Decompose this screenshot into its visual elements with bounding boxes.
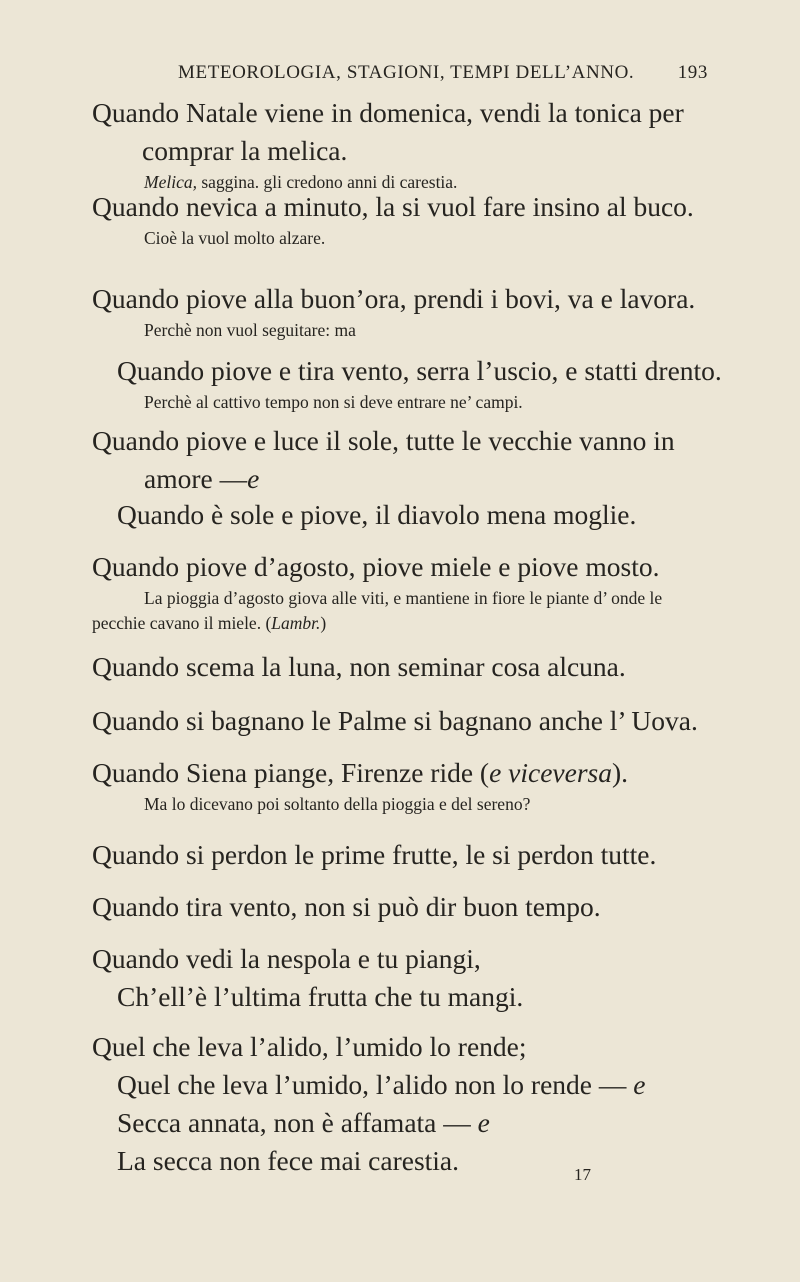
- proverb-13: [92, 940, 712, 1016]
- proverb-text: Quando nevica a minuto, la si vuol fare insino al buco.: [92, 191, 694, 222]
- proverb-text: [92, 754, 712, 792]
- proverb-text: Quando si perdon le prime frutte, le si perdon tutte.: [92, 839, 657, 870]
- proverb-3: [92, 280, 712, 343]
- proverb-text: Quando piove alla buon’ora, prendi i bovi, va e lavora.: [92, 283, 696, 314]
- proverb-text-italic: e viceversa: [489, 757, 612, 788]
- note-term: Melica,: [144, 172, 197, 192]
- proverb-note: Cioè la vuol molto alzare.: [144, 228, 326, 248]
- conjunction-e: e: [633, 1069, 646, 1100]
- proverb-text: Quando piove e tira vento, serra l’uscio, e statti drento.: [117, 355, 722, 386]
- proverb-text-line-4: La secca non fece mai carestia.: [117, 1145, 460, 1176]
- proverb-8: [92, 648, 712, 686]
- note-text: saggina. gli credono anni di carestia.: [196, 172, 458, 192]
- note-text: La pioggia d’agosto giova alle viti, e mantiene in fiore le piante d’ onde le pecchie cavano il miele. (: [92, 588, 663, 633]
- proverb-text-part: amore —: [144, 463, 248, 494]
- proverb-5: [92, 422, 712, 498]
- proverb-note: Perchè al cattivo tempo non si deve entrare ne’ campi.: [144, 392, 523, 412]
- proverb-4: [92, 352, 722, 415]
- proverb-text-part: Quel che leva l’umido, l’alido non lo rende —: [117, 1069, 627, 1100]
- printer-signature-mark: 17: [574, 1165, 591, 1184]
- note-source: Lambr.: [271, 613, 321, 633]
- proverb-text-line-2: [92, 1066, 712, 1104]
- proverb-1: [92, 94, 712, 195]
- proverb-text: Quando piove d’agosto, piove miele e piove mosto.: [92, 551, 660, 582]
- proverb-2: [92, 188, 712, 251]
- proverb-note: Perchè non vuol seguitare: ma: [144, 320, 356, 340]
- proverb-text: Quando Natale viene in domenica, vendi la tonica per comprar la melica.: [92, 97, 684, 166]
- proverb-6: [92, 496, 712, 534]
- conjunction-e: e: [477, 1107, 490, 1138]
- proverb-text: Quando scema la luna, non seminar cosa alcuna.: [92, 651, 626, 682]
- proverb-text-line-2: [92, 460, 712, 498]
- proverb-text-line-1: Quel che leva l’alido, l’umido lo rende;: [92, 1031, 527, 1062]
- proverb-note: [92, 586, 712, 636]
- page-number: 193: [677, 62, 708, 83]
- proverb-7: [92, 548, 712, 636]
- proverb-text-part: Secca annata, non è affamata —: [117, 1107, 471, 1138]
- proverb-9: [92, 702, 712, 740]
- running-title: METEOROLOGIA, STAGIONI, TEMPI DELL’ANNO.: [178, 62, 635, 83]
- proverb-text-line-2: Ch’ell’è l’ultima frutta che tu mangi.: [117, 981, 524, 1012]
- conjunction-e: e: [247, 463, 260, 494]
- proverb-10: [92, 754, 712, 817]
- proverb-text-part: Quando Siena piange, Firenze ride (: [92, 757, 490, 788]
- proverb-text-line-3: [92, 1104, 712, 1142]
- proverb-text-line-1: Quando piove e luce il sole, tutte le vecchie vanno in: [92, 425, 675, 456]
- page-header: [178, 62, 708, 90]
- proverb-14: [92, 1028, 712, 1180]
- proverb-text: Quando tira vento, non si può dir buon tempo.: [92, 891, 601, 922]
- proverb-note: Ma lo dicevano poi soltanto della pioggia e del sereno?: [144, 794, 531, 814]
- proverb-text-end: ).: [612, 757, 629, 788]
- proverb-text: Quando si bagnano le Palme si bagnano anche l’ Uova.: [92, 705, 698, 736]
- proverb-11: [92, 836, 712, 874]
- proverb-text-line-1: Quando vedi la nespola e tu piangi,: [92, 943, 481, 974]
- note-text-end: ): [320, 613, 327, 633]
- proverb-text: Quando è sole e piove, il diavolo mena moglie.: [117, 499, 637, 530]
- proverb-12: [92, 888, 712, 926]
